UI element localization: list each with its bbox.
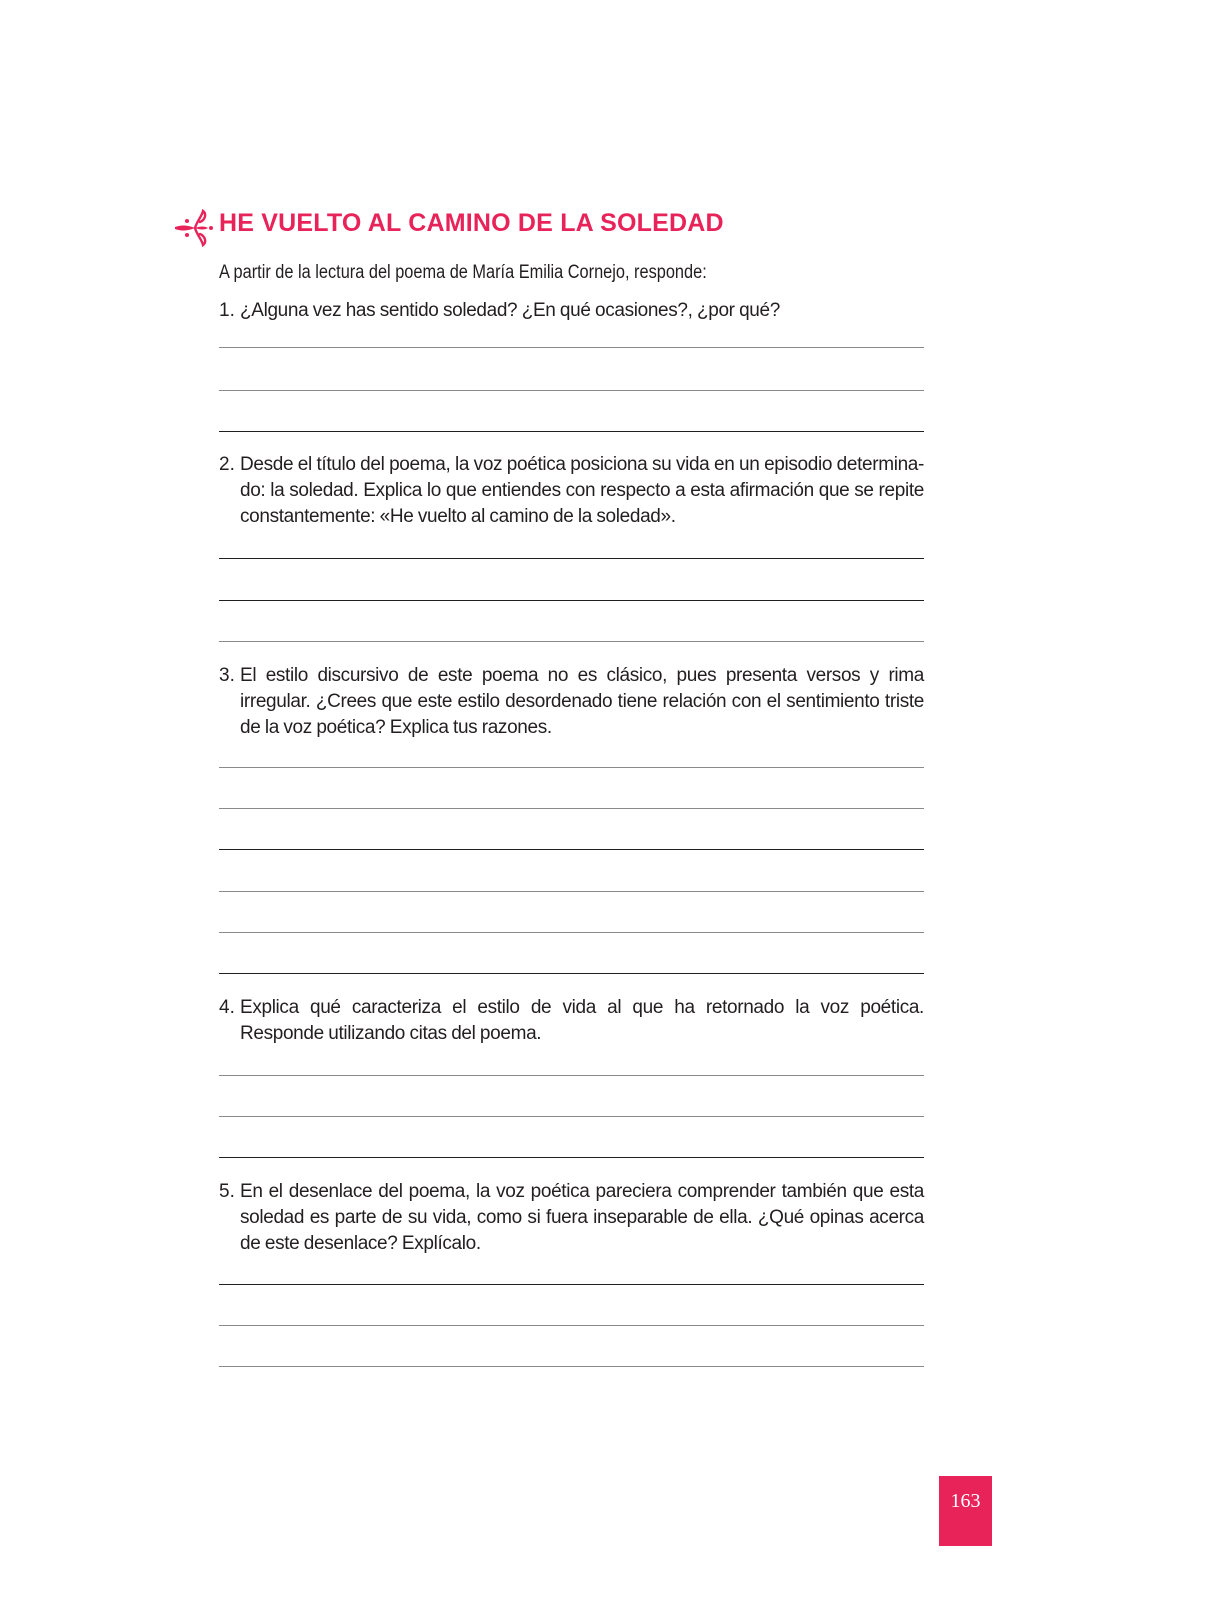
question-number: 3.	[219, 665, 235, 686]
answer-line[interactable]	[219, 891, 924, 892]
question-text: Explica qué caracteriza el estilo de vida al que ha retornado la voz poética. Responde utilizando citas del poema.	[240, 997, 924, 1044]
answer-line[interactable]	[219, 932, 924, 933]
answer-line[interactable]	[219, 347, 924, 348]
question-text: En el desenlace del poema, la voz poética pareciera comprender también que esta soledad es parte de su vida, como si fuera inseparable de ella. ¿Qué opinas acerca de este desenlace? Explícalo.	[240, 1181, 924, 1254]
question-1	[219, 298, 924, 324]
question-4	[219, 995, 924, 1047]
answer-line[interactable]	[219, 390, 924, 391]
answer-line[interactable]	[219, 1325, 924, 1326]
answer-line[interactable]	[219, 600, 924, 601]
answer-line[interactable]	[219, 808, 924, 809]
page-number-badge: 163	[939, 1476, 992, 1546]
instructions-text: A partir de la lectura del poema de María Emilia Cornejo, responde:	[219, 262, 707, 283]
question-number: 1.	[219, 300, 235, 321]
answer-line[interactable]	[219, 767, 924, 768]
question-text: El estilo discursivo de este poema no es clásico, pues presenta versos y rima irregular. ¿Crees que este estilo desordenado tiene relación con el sentimiento triste de la voz poética? Explica tus razones.	[240, 665, 924, 738]
answer-line[interactable]	[219, 1157, 924, 1158]
answer-line[interactable]	[219, 558, 924, 559]
question-5	[219, 1179, 924, 1257]
answer-line[interactable]	[219, 1366, 924, 1367]
answer-line[interactable]	[219, 1116, 924, 1117]
answer-line[interactable]	[219, 1284, 924, 1285]
question-number: 4.	[219, 997, 235, 1018]
answer-line[interactable]	[219, 641, 924, 642]
answer-line[interactable]	[219, 1075, 924, 1076]
answer-line[interactable]	[219, 849, 924, 850]
question-text: ¿Alguna vez has sentido soledad? ¿En qué ocasiones?, ¿por qué?	[240, 300, 780, 321]
answer-line[interactable]	[219, 431, 924, 432]
question-2	[219, 452, 924, 530]
question-number: 5.	[219, 1181, 235, 1202]
answer-line[interactable]	[219, 973, 924, 974]
fleur-ornament-icon	[174, 208, 214, 248]
question-number: 2.	[219, 454, 235, 475]
section-title: HE VUELTO AL CAMINO DE LA SOLEDAD	[219, 209, 724, 237]
question-3	[219, 663, 924, 741]
question-text: Desde el título del poema, la voz poética posiciona su vida en un episodio determina-do: la soledad. Explica lo que entiendes con respecto a esta afirmación que se repite constantemente: «He vuelto al camino de la soledad».	[240, 454, 924, 527]
